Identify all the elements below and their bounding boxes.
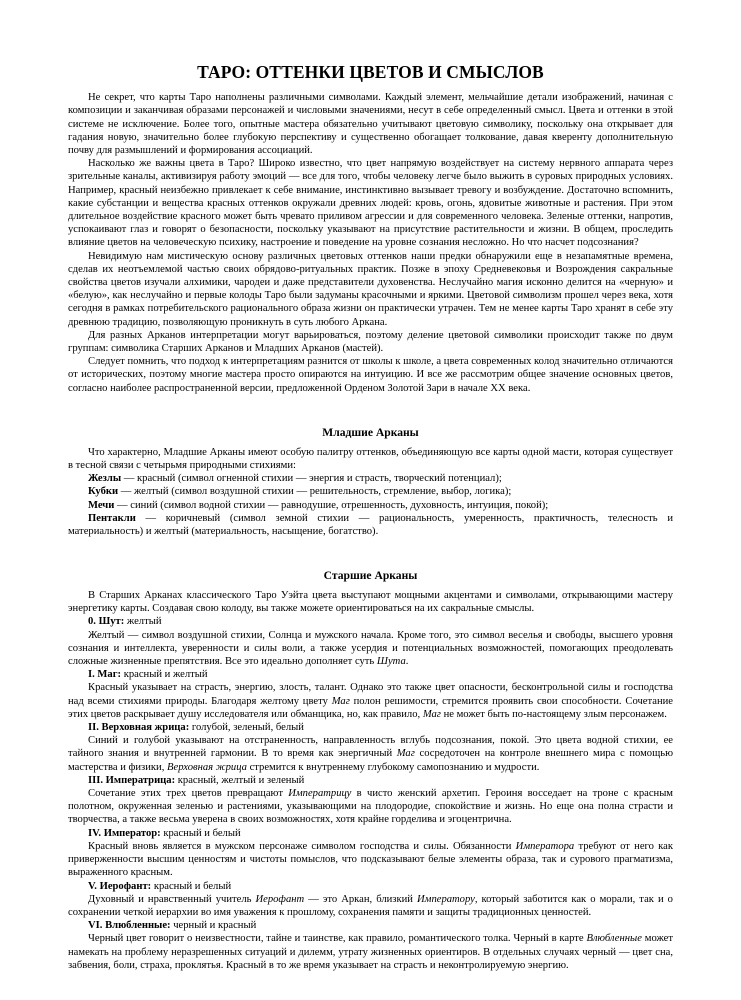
card-reference: Иерофант (255, 893, 305, 905)
suit-name: Кубки (88, 486, 119, 498)
suit-description: — коричневый (символ земной стихии — рациональность, умеренность, практичность, телесность и материальность) и желтый (материальность, насыщение, богатство). (68, 512, 673, 537)
page-title: ТАРО: ОТТЕНКИ ЦВЕТОВ И СМЫСЛОВ (197, 62, 544, 82)
card-entry-title (68, 615, 673, 628)
card-colors: красный и белый (151, 880, 232, 892)
card-description (68, 629, 673, 669)
intro-paragraph: Следует помнить, что подход к интерпретациям разнится от школы к школе, а цвета современных колод значительно отличаются от исторических, поэтому многие мастера просто опираются на интуицию. И все же рассмотрим общее значение основных цветов, согласно наиболее распространенной версии, предложенной Орденом Золотой Зари в начале XX века. (68, 356, 673, 394)
card-colors: черный и красный (170, 920, 257, 932)
card-text: Желтый — символ воздушной стихии, Солнца и мужского начала. Кроме того, это символ веселья и свободы, высшего уровня сознания и интеллекта, уверенности и силы воли, а также усердия и потенциальных возможностей, помогающих преодолевать сложные жизненные препятствия. Все это идеально дополняет суть (68, 629, 673, 668)
card-reference: Верховная жрица (167, 761, 247, 773)
card-text: может намекать на проблему неразрешенных ситуаций и дилемм, утрату жизненных ориентиров. В отдельных случаях черный — цвет сна, забвения, боли, страха, проклятья. Красный в то же время указывает на страсть и неконтролируемую энергию. (68, 933, 673, 971)
major-arcana-heading: Старшие Арканы (323, 569, 418, 583)
card-entry-title (68, 880, 673, 893)
card-reference: Шута (376, 656, 406, 668)
major-arcana-card-list (68, 615, 673, 971)
card-reference: Влюбленные (586, 933, 642, 945)
card-entry-title (68, 668, 673, 681)
card-name: V. Иерофант: (88, 880, 152, 892)
card-description (68, 734, 673, 774)
card-colors: голубой, зеленый, белый (189, 722, 304, 734)
card-name: IV. Император: (88, 827, 161, 839)
suit-name: Мечи (88, 499, 115, 511)
intro-paragraph: Для разных Арканов интерпретации могут варьироваться, поэтому деление цветовой символики происходит также по двум группам: символика Старших Арканов и Младших Арканов (мастей). (68, 329, 673, 354)
card-text: требуют от него как приверженности высшим ценностям и чистоты помыслов, что подсказывают белые элементы образа, так и сурового прагматизма, выраженного красным. (68, 840, 673, 879)
card-text: . (405, 656, 409, 668)
card-entry-title (68, 919, 673, 932)
suit-description: — красный (символ огненной стихии — энергия и страсть, творческий потенциал); (121, 473, 502, 485)
intro-paragraph: Не секрет, что карты Таро наполнены различными символами. Каждый элемент, мельчайшие детали изображений, начиная с композиции и заканчивая образами персонажей и числовыми значениями, несут в себе определенный смысл. Цвета и оттенки в этой системе не исключение. Более того, опытные мастера обязательно учитывают цветовую символику, поскольку она открывает для гадания новую, значительно более глубокую перспективу и существенно обогащает толкование, давая кверенту дополнительную почву для размышлений и формирования ассоциаций. (68, 92, 673, 156)
spacer (68, 538, 673, 555)
card-text: стремится к внутреннему глубокому самопознанию и мудрости. (246, 761, 540, 773)
suit-item (68, 485, 673, 498)
suit-name: Жезлы (88, 473, 122, 485)
card-name: I. Маг: (88, 669, 122, 681)
suit-description: — желтый (символ воздушной стихии — решительность, стремление, выбор, логика); (118, 486, 512, 498)
spacer (68, 395, 673, 412)
card-description (68, 840, 673, 880)
major-arcana-section (68, 569, 673, 972)
card-text: Сочетание этих трех цветов превращают (88, 788, 289, 800)
card-text: Красный вновь является в мужском персонаже символом господства и силы. Обязанности (88, 840, 516, 852)
card-description (68, 787, 673, 827)
card-text: Синий и голубой указывают на отстраненность, направленность вглубь подсознания, покой. Это цвета водной стихии, ее тайного знания и внутренней гармонии. В то время как энергичный (68, 735, 673, 760)
suit-name: Пентакли (88, 512, 136, 524)
card-colors: красный и белый (160, 827, 241, 839)
card-entry-title (68, 827, 673, 840)
card-text: не может быть по-настоящему злым персонажем. (440, 708, 667, 720)
card-text: Красный указывает на страсть, энергию, злость, талант. Однако это также цвет опасности, бесконтрольной силы и господства над всеми стихиями природы. Благодаря желтому цвету (68, 682, 673, 707)
card-colors: красный и желтый (121, 669, 208, 681)
minor-arcana-section (68, 426, 673, 538)
card-text: Черный цвет говорит о неизвестности, тайне и таинстве, как правило, романтического толка. Черный в карте (88, 933, 587, 945)
card-name: 0. Шут: (88, 616, 125, 628)
intro-paragraph: Невидимую нам мистическую основу различных цветовых оттенков наши предки обнаружили еще в незапамятные времена, сделав их неотъемлемой частью своих обрядово-ритуальных практик. Позже в эпоху Средневековья и Возрождения сакральные свойства цветов изучали алхимики, чародеи и даже представители духовенства. Неслучайно магия исконно делится на «черную» и «белую», как неслучайно и первые колоды Таро были задуманы красочными и яркими. Цветовой символизм прошел через века, хотя сегодня в рамках потребительского рационального образа жизни он практически утрачен. Тем не менее карты Таро хранят в себе эту древнюю традицию, позволяющую проникнуть в суть любого Аркана. (68, 250, 673, 328)
card-reference: Императрицу (288, 788, 352, 800)
card-description (68, 932, 673, 972)
suit-item (68, 512, 673, 538)
card-name: II. Верховная жрица: (88, 722, 190, 734)
card-reference: Маг (331, 695, 350, 707)
card-reference: Императора (515, 840, 575, 852)
card-text: в чисто женский архетип. Героиня восседает на троне с красным полотном, окруженная зеленью и растениями, указывающими на плодородие, спокойствие и жизнь. Но еще она полна страсти и творчества, а также весьма уверена в своих возможностях, хотя крайне горделива и эгоцентрична. (68, 788, 674, 826)
card-colors: красный, желтый и зеленый (175, 774, 305, 786)
card-text: Духовный и нравственный учитель (88, 893, 256, 905)
card-entry-title (68, 774, 673, 787)
card-description (68, 681, 673, 721)
card-text: — это Аркан, близкий (304, 893, 418, 905)
card-reference: Маг (422, 708, 441, 720)
card-name: VI. Влюбленные: (88, 920, 171, 932)
minor-arcana-heading: Младшие Арканы (322, 425, 419, 439)
card-entry-title (68, 721, 673, 734)
suit-description: — синий (символ водной стихии — равнодушие, отрешенность, духовность, интуиция, покой); (114, 499, 549, 511)
suit-item (68, 499, 673, 512)
card-text: полон решимости, стремится проявить свои способности. Сочетание этих цветов раскрывает душу исследователя или обманщика, но, как правило, (68, 695, 673, 720)
card-text: сосредоточен на контроле внешнего мира с помощью мастерства и физики, (68, 748, 674, 773)
intro-section (68, 91, 673, 395)
intro-paragraph: Насколько же важны цвета в Таро? Широко известно, что цвет напрямую воздействует на систему нервного аппарата через зрительные каналы, активизируя работу эмоций — все для того, чтобы человеку легче было выжить в суровых природных условиях. Например, красный неизбежно привлекает к себе внимание, инстинктивно вызывает тревогу и возбуждение. Достаточно вспомнить, какие субстанции и вещества красных оттенков окружали древних людей: кровь, огонь, ядовитые животные и растения. При этом длительное воздействие красного может быть чревато приливом агрессии и для современного человека. Зеленые оттенки, напротив, успокаивают глаз и говорят о безопасности, поскольку указывают на присутствие растительности и жизни. В общем, проследить влияние цветов на человеческую психику, настроение и поведение на уровне сознания несложно. Но что насчет подсознания? (68, 158, 673, 249)
card-colors: желтый (124, 616, 162, 628)
card-description (68, 893, 673, 919)
card-name: III. Императрица: (88, 774, 176, 786)
card-reference: Императору (417, 893, 475, 905)
major-arcana-intro: В Старших Арканах классического Таро Уэйта цвета выступают мощными акцентами и символами, открывающими мастеру энергетику карты. Создавая свою колоду, вы также можете ориентироваться на их сакральные смыслы. (68, 590, 673, 615)
card-reference: Маг (396, 748, 415, 760)
card-text: , который заботится как о морали, так и о сохранении четкой иерархии во имя уважения к прошлому, сохранения памяти и защиты традиционных ценностей. (68, 893, 673, 918)
minor-arcana-intro: Что характерно, Младшие Арканы имеют особую палитру оттенков, объединяющую все карты одной масти, которая существует в тесной связи с четырьмя природными стихиями: (68, 446, 673, 471)
suit-item (68, 472, 673, 485)
